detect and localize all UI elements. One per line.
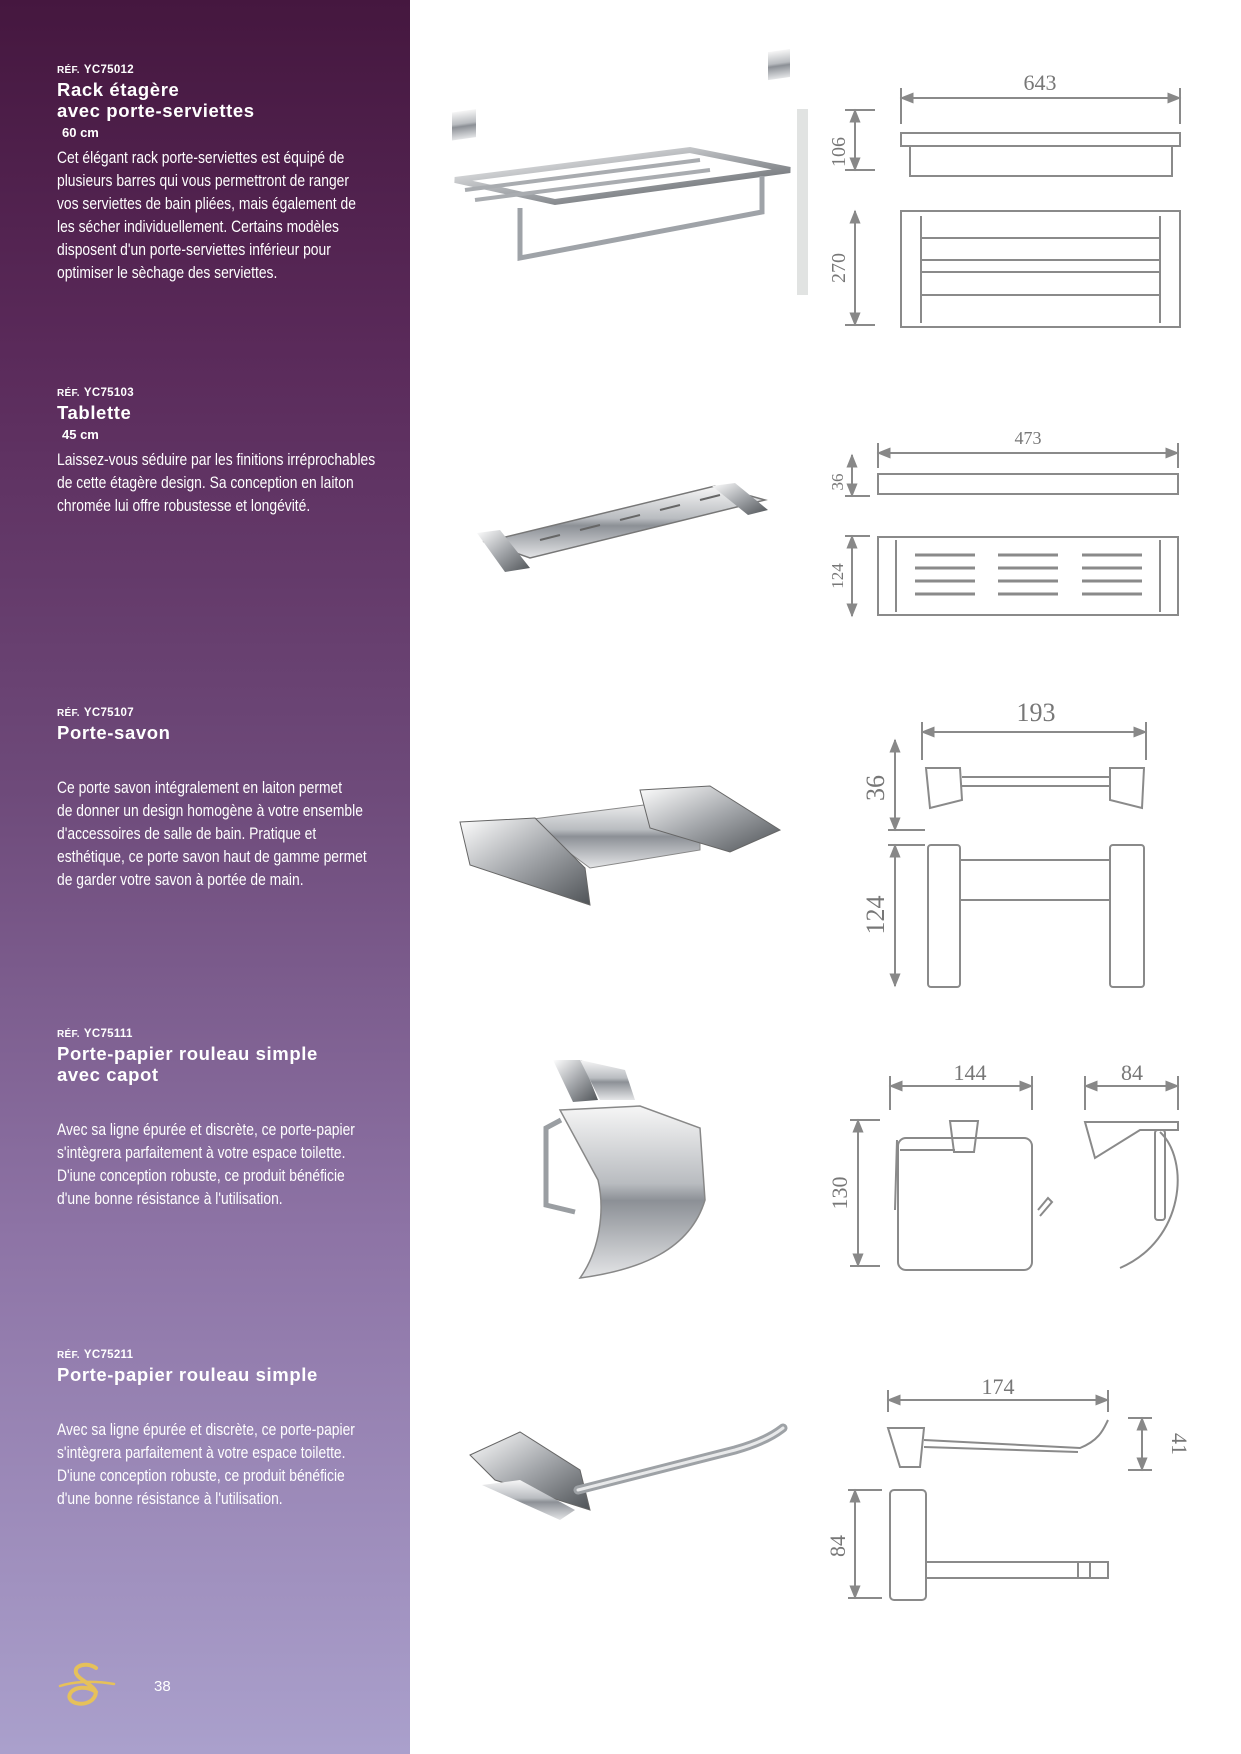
desc-line: s'intègrera parfaitement à votre espace toilette. (57, 1444, 346, 1462)
dim-height: 41 (1167, 1433, 1192, 1455)
dim-height: 130 (827, 1176, 852, 1210)
ref-code: YC75103 (83, 387, 134, 399)
photo-soap-dish (460, 786, 780, 905)
ref-code: YC75211 (83, 1349, 134, 1361)
dim-depth: 124 (828, 563, 847, 589)
drawing-shelf (845, 443, 1178, 616)
desc-line: de donner un design homogène à votre ensemble (57, 802, 363, 820)
dim-height: 36 (861, 775, 890, 801)
drawing-paper-holder-cover (850, 1076, 1178, 1270)
dim-width: 144 (953, 1060, 987, 1085)
dim-depth: 124 (861, 895, 890, 935)
dim-height: 36 (828, 473, 847, 491)
ref-prefix: RÉF. (57, 388, 80, 399)
desc-line: d'accessoires de salle de bain. Pratique et (57, 825, 317, 843)
title-line: Porte-papier rouleau simple (57, 1043, 318, 1064)
title-line: Porte-savon (57, 722, 171, 743)
desc-line: les sécher individuellement. Certains modèles (57, 218, 339, 236)
dim-depth: 84 (1121, 1060, 1143, 1085)
dim-depth: 84 (825, 1535, 850, 1557)
dim-height: 106 (828, 137, 850, 167)
divider-bar (797, 109, 808, 295)
dim-depth: 270 (828, 253, 850, 283)
title-line: avec capot (57, 1064, 159, 1085)
ref-prefix: RÉF. (57, 708, 80, 719)
desc-line: plusieurs barres qui vous permettront de ranger (57, 172, 349, 190)
product-size: 60 cm (62, 125, 99, 140)
title-line: Tablette (57, 402, 132, 423)
product-size: 45 cm (62, 427, 99, 442)
desc-line: disposent d'un porte-serviettes inférieur pour (57, 241, 331, 259)
dim-width: 174 (981, 1374, 1015, 1399)
desc-line: vos serviettes de bain pliées, mais également de (57, 195, 356, 213)
drawing-paper-holder (848, 1390, 1152, 1600)
desc-line: d'une bonne résistance à l'utilisation. (57, 1190, 283, 1208)
desc-line: Avec sa ligne épurée et discrète, ce porte-papier (57, 1121, 355, 1139)
title-line: avec porte-serviettes (57, 100, 255, 121)
title-line: Rack étagère (57, 79, 180, 100)
ref-code: YC75111 (83, 1028, 133, 1040)
desc-line: d'une bonne résistance à l'utilisation. (57, 1490, 283, 1508)
ref-prefix: RÉF. (57, 65, 80, 76)
desc-line: D'iune conception robuste, ce produit bénéficie (57, 1467, 345, 1485)
dim-width: 473 (1014, 428, 1042, 448)
desc-line: optimiser le sèchage des serviettes. (57, 264, 278, 282)
desc-line: de cette étagère design. Sa conception en laiton (57, 474, 354, 492)
dim-width: 643 (1023, 70, 1057, 95)
ref-code: YC75107 (83, 707, 134, 719)
desc-line: D'iune conception robuste, ce produit bénéficie (57, 1167, 345, 1185)
photo-shelf (477, 483, 768, 572)
photo-towel-rack (452, 49, 790, 258)
desc-line: Avec sa ligne épurée et discrète, ce porte-papier (57, 1421, 355, 1439)
ref-code: YC75012 (83, 64, 134, 76)
drawing-towel-rack (845, 88, 1180, 327)
title-line: Porte-papier rouleau simple (57, 1364, 318, 1385)
dim-width: 193 (1016, 698, 1056, 727)
desc-line: chromée lui offre robustesse et longévité. (57, 497, 311, 515)
desc-line: Ce porte savon intégralement en laiton permet (57, 779, 343, 797)
desc-line: esthétique, ce porte savon haut de gamme permet (57, 848, 367, 866)
desc-line: Cet élégant rack porte-serviettes est équipé de (57, 149, 345, 167)
ref-prefix: RÉF. (57, 1029, 80, 1040)
desc-line: s'intègrera parfaitement à votre espace toilette. (57, 1144, 346, 1162)
desc-line: Laissez-vous séduire par les finitions irréprochables (57, 451, 376, 469)
photo-paper-holder-cover (546, 1060, 705, 1278)
desc-line: de garder votre savon à portée de main. (57, 871, 304, 889)
photo-paper-holder (470, 1428, 783, 1520)
drawing-soap-dish (888, 722, 1146, 987)
page-number: 38 (154, 1678, 171, 1695)
ref-prefix: RÉF. (57, 1350, 80, 1361)
